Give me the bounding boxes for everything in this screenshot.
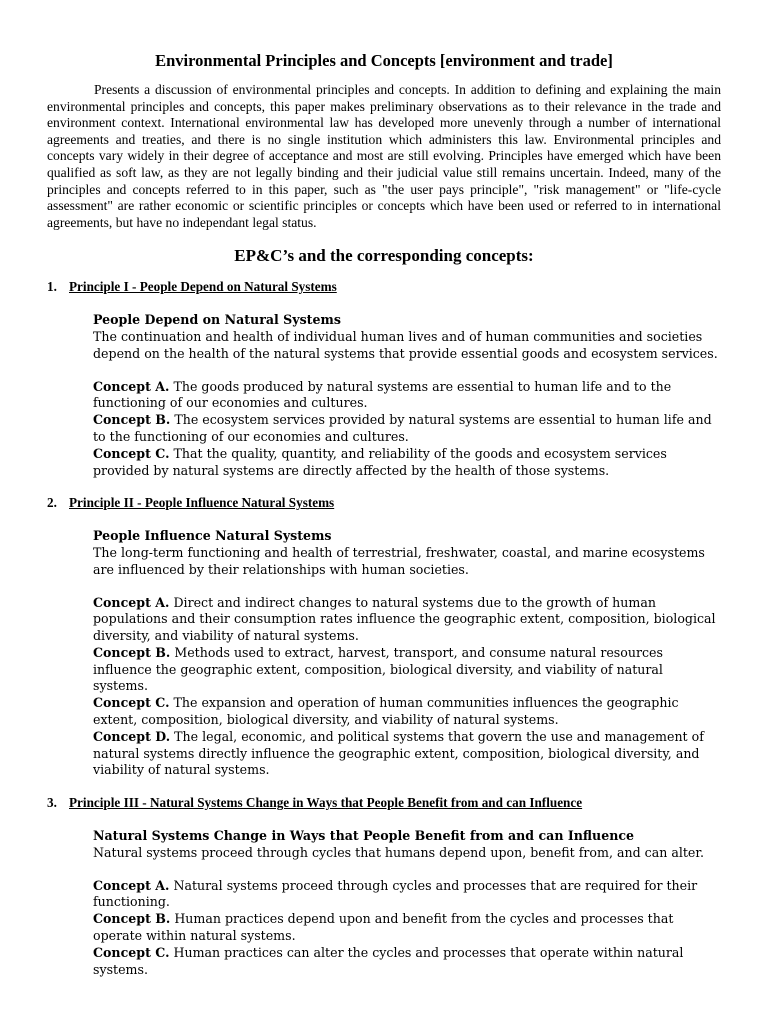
concept-text: The legal, economic, and political systems that govern the use and management of natural systems directly influence the geographic extent, composition, biological diversity, and viability of natural systems. [93,728,704,778]
concept-text: Human practices can alter the cycles and processes that operate within natural systems. [93,944,684,977]
principle-description: The continuation and health of individual human lives and of human communities and societies depend on the health of the natural systems that provide essential goods and ecosystem services. [93,328,718,361]
concept-label: Concept C. [93,944,170,960]
concept-a [93,379,721,413]
principle-body [93,828,721,978]
concept-b [93,911,721,945]
principle-heading [47,795,721,812]
concept-c [93,446,721,480]
principle-description: The long-term functioning and health of terrestrial, freshwater, coastal, and marine ecosystems are influenced by their relationships with human societies. [93,544,705,577]
concept-text: Human practices depend upon and benefit from the cycles and processes that operate within natural systems. [93,911,674,944]
concept-text: The expansion and operation of human communities influences the geographic extent, composition, biological diversity, and viability of natural systems. [93,695,679,728]
principle-body [93,528,721,779]
principle-body [93,312,721,479]
concept-text: The goods produced by natural systems are essential to human life and to the functioning of our economies and cultures. [93,378,672,411]
concept-d [93,729,721,779]
principle-subtitle: Natural Systems Change in Ways that People Benefit from and can Influence [93,828,635,844]
principle-title: Principle II - People Influence Natural Systems [69,495,335,511]
concept-label: Concept B. [93,644,171,660]
concept-label: Concept A. [93,378,170,394]
section-heading: EP&C’s and the corresponding concepts: [234,246,534,266]
concept-text: Methods used to extract, harvest, transport, and consume natural resources influence the geographic extent, composition, biological diversity, and viability of natural systems. [93,644,663,694]
document-title: Environmental Principles and Concepts [environment and trade] [155,51,613,70]
document-page [47,50,721,978]
principle-title: Principle I - People Depend on Natural Systems [69,279,337,295]
concept-label: Concept B. [93,911,171,927]
concept-a [93,878,721,912]
principle-heading [47,279,721,296]
concept-label: Concept C. [93,445,170,461]
concept-text: That the quality, quantity, and reliability of the goods and ecosystem services provided by natural systems are directly affected by the health of those systems. [93,445,667,478]
principle-subtitle: People Depend on Natural Systems [93,312,341,328]
concept-c [93,695,721,729]
principle-title: Principle III - Natural Systems Change in Ways that People Benefit from and can Influence [69,795,583,811]
principle-number: 3. [47,795,57,811]
principle-1 [47,279,721,479]
concept-label: Concept D. [93,728,171,744]
concept-a [93,595,721,645]
concept-text: The ecosystem services provided by natural systems are essential to human life and to the functioning of our economies and cultures. [93,412,712,444]
principle-2 [47,495,721,779]
concept-text: Direct and indirect changes to natural systems due to the growth of human populations and their consumption rates influence the geographic extent, composition, biological diversity, and viability of natural systems. [93,594,716,644]
concept-label: Concept A. [93,594,170,610]
principle-number: 2. [47,495,57,511]
concept-label: Concept C. [93,695,170,711]
principle-3 [47,795,721,978]
concept-b [93,412,721,446]
principle-heading [47,495,721,512]
concept-label: Concept B. [93,412,171,428]
concept-label: Concept A. [93,877,170,893]
principle-description: Natural systems proceed through cycles that humans depend upon, benefit from, and can alter. [93,844,705,860]
principle-number: 1. [47,279,57,295]
concept-text: Natural systems proceed through cycles and processes that are required for their functioning. [93,877,698,910]
concept-b [93,645,721,695]
principle-subtitle: People Influence Natural Systems [93,528,332,544]
concept-c [93,945,721,979]
intro-paragraph: Presents a discussion of environmental principles and concepts. In addition to defining and explaining the main environmental principles and concepts, this paper makes preliminary observations as to their relevance in the trade and environment context. International environmental law has developed more unevenly through a number of international agreements and treaties, and there is no single institution which administers this law. Environmental principles and concepts vary widely in their degree of acceptance and most are still evolving. Principles have emerged which have been qualified as soft law, as they are not legally binding and their judicial value still remains uncertain. Indeed, many of the principles and concepts referred to in this paper, such as "the user pays principle", "risk management" or "life-cycle assessment" are rather economic or scientific principles or concepts which have been used or referred to in international agreements, but have no independant legal status. [47,82,721,230]
